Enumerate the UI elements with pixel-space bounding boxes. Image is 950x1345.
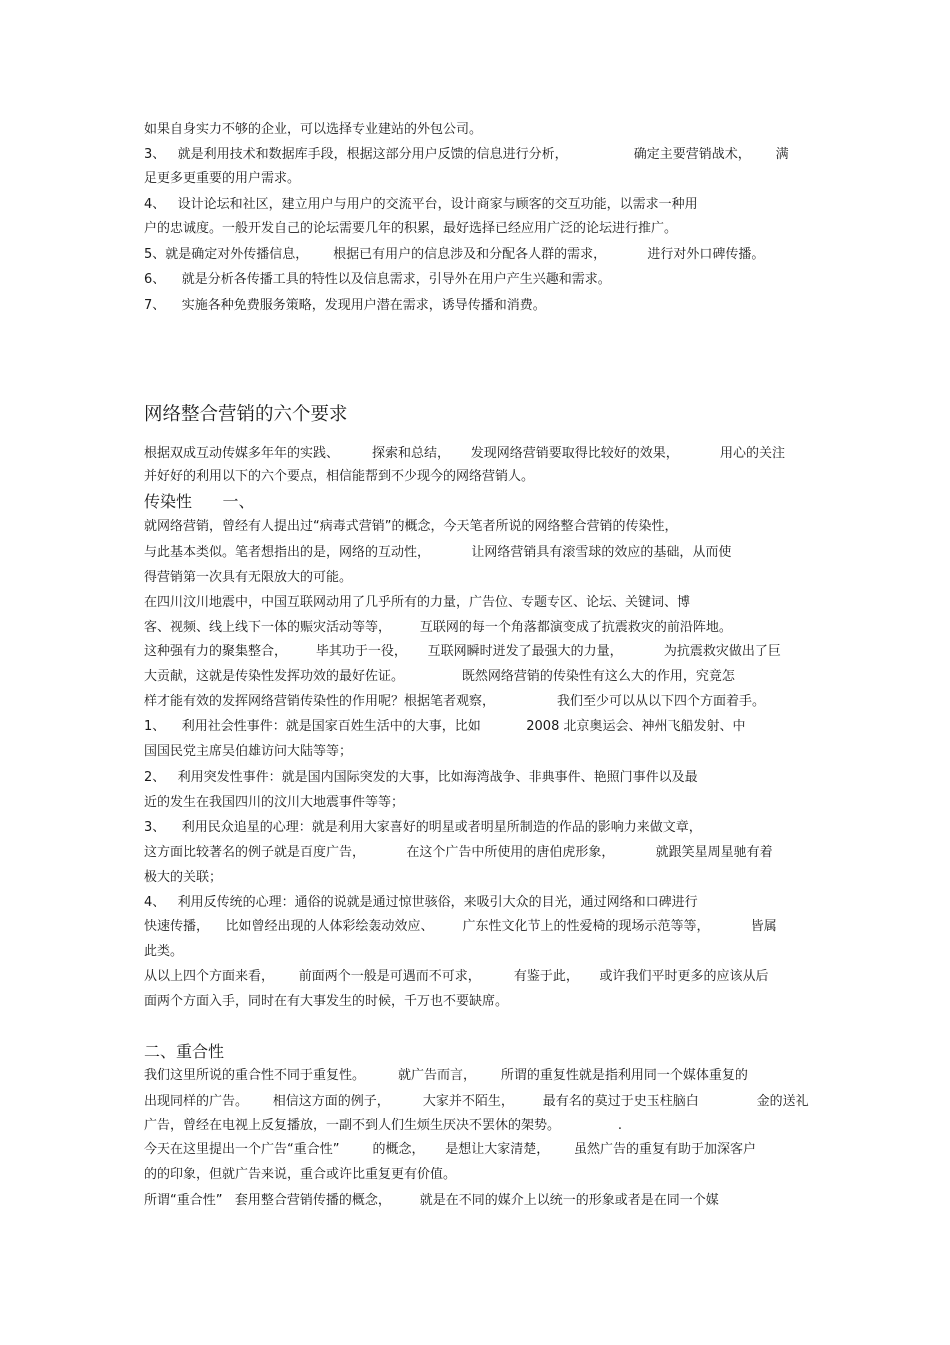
- intro-line-7: 6、 就是分析各传播工具的特性以及信息需求，引导外在用户产生兴趣和需求。: [144, 272, 611, 287]
- sub2-line-6: 所谓“重合性” 套用整合营销传播的概念， 就是在不同的媒介上以统一的形象或者是在同一个媒: [144, 1193, 719, 1208]
- sub2-line-4: 今天在这里提出一个广告“重合性” 的概念， 是想让大家清楚， 虽然广告的重复有助于加深客户: [144, 1142, 756, 1157]
- sub1-line-1: 就网络营销，曾经有人提出过“病毒式营销”的概念，今天笔者所说的网络整合营销的传染性，: [144, 519, 678, 534]
- sub1-line-18: 此类。: [144, 944, 184, 959]
- sub1-line-15: 极大的关联；: [144, 870, 223, 885]
- section-intro-line-1: 根据双成互动传媒多年年的实践、 探索和总结， 发现网络营销要取得比较好的效果， 用心的关注: [144, 446, 786, 461]
- sub2-line-1: 我们这里所说的重合性不同于重复性。 就广告而言， 所谓的重复性就是指利用同一个媒体重复的: [144, 1068, 748, 1083]
- sub1-line-19: 从以上四个方面来看， 前面两个一般是可遇而不可求， 有鉴于此， 或许我们平时更多的应该从后: [144, 969, 769, 984]
- section-title: 网络整合营销的六个要求: [144, 404, 348, 425]
- sub2-line-3: 广告，曾经在电视上反复播放，一副不到人们生烦生厌决不罢休的架势。 .: [144, 1118, 622, 1133]
- sub1-line-20: 面两个方面入手，同时在有大事发生的时候，千万也不要缺席。: [144, 994, 509, 1009]
- intro-line-6: 5、就是确定对外传播信息， 根据已有用户的信息涉及和分配各人群的需求， 进行对外口碑传播。: [144, 247, 765, 262]
- subsection-2-title: 二、重合性: [144, 1042, 225, 1061]
- sub1-line-10: 国国民党主席吴伯雄访问大陆等等；: [144, 744, 353, 759]
- sub1-line-12: 近的发生在我国四川的汶川大地震事件等等；: [144, 795, 405, 810]
- sub1-line-17: 快速传播， 比如曾经出现的人体彩绘轰动效应、 广东性文化节上的性爱椅的现场示范等等， 皆属: [144, 919, 777, 934]
- intro-line-5: 户的忠诚度。一般开发自己的论坛需要几年的积累，最好选择已经应用广泛的论坛进行推广。: [144, 221, 678, 236]
- intro-line-8: 7、 实施各种免费服务策略，发现用户潜在需求，诱导传播和消费。: [144, 298, 546, 313]
- intro-line-4: 4、 设计论坛和社区，建立用户与用户的交流平台，设计商家与顾客的交互功能，以需求一种用: [144, 197, 698, 212]
- sub1-line-8: 样才能有效的发挥网络营销传染性的作用呢？根据笔者观察， 我们至少可以从以下四个方面着手。: [144, 694, 765, 709]
- intro-line-1: 如果自身实力不够的企业，可以选择专业建站的外包公司。: [144, 122, 483, 137]
- sub1-line-7: 大贡献，这就是传染性发挥功效的最好佐证。 既然网络营销的传染性有这么大的作用，究竟怎: [144, 669, 735, 684]
- sub1-line-11: 2、 利用突发性事件：就是国内国际突发的大事，比如海湾战争、非典事件、艳照门事件以及最: [144, 770, 698, 785]
- sub1-line-2: 与此基本类似。笔者想指出的是，网络的互动性， 让网络营销具有滚雪球的效应的基础，从而使: [144, 545, 732, 560]
- sub1-line-14: 这方面比较著名的例子就是百度广告， 在这个广告中所使用的唐伯虎形象， 就跟笑星周星驰有着: [144, 845, 773, 860]
- sub1-line-4: 在四川汶川地震中，中国互联网动用了几乎所有的力量，广告位、专题专区、论坛、关键词、博: [144, 595, 691, 610]
- sub2-line-5: 的的印象，但就广告来说，重合或许比重复更有价值。: [144, 1167, 457, 1182]
- section-intro-line-2: 并好好的利用以下的六个要点，相信能帮到不少现今的网络营销人。: [144, 469, 535, 484]
- subsection-1-title: 传染性 一、: [144, 492, 255, 511]
- sub1-line-13: 3、 利用民众追星的心理：就是利用大家喜好的明星或者明星所制造的作品的影响力来做文章，: [144, 820, 702, 835]
- intro-line-3: 足更多更重要的用户需求。: [144, 171, 301, 186]
- intro-line-2: 3、 就是利用技术和数据库手段，根据这部分用户反馈的信息进行分析， 确定主要营销战术， 满: [144, 147, 789, 162]
- sub1-line-9: 1、 利用社会性事件：就是国家百姓生活中的大事，比如 2008 北京奥运会、神州飞船发射、中: [144, 719, 746, 734]
- sub1-line-5: 客、视频、线上线下一体的赈灾活动等等， 互联网的每一个角落都演变成了抗震救灾的前沿阵地。: [144, 620, 732, 635]
- sub1-line-16: 4、 利用反传统的心理：通俗的说就是通过惊世骇俗，来吸引大众的目光，通过网络和口碑进行: [144, 895, 698, 910]
- sub1-line-6: 这种强有力的聚集整合， 毕其功于一役， 互联网瞬时迸发了最强大的力量， 为抗震救灾做出了巨: [144, 644, 781, 659]
- sub1-line-3: 得营销第一次具有无限放大的可能。: [144, 570, 353, 585]
- sub2-line-2: 出现同样的广告。 相信这方面的例子， 大家并不陌生， 最有名的莫过于史玉柱脑白 金的送礼: [144, 1094, 809, 1109]
